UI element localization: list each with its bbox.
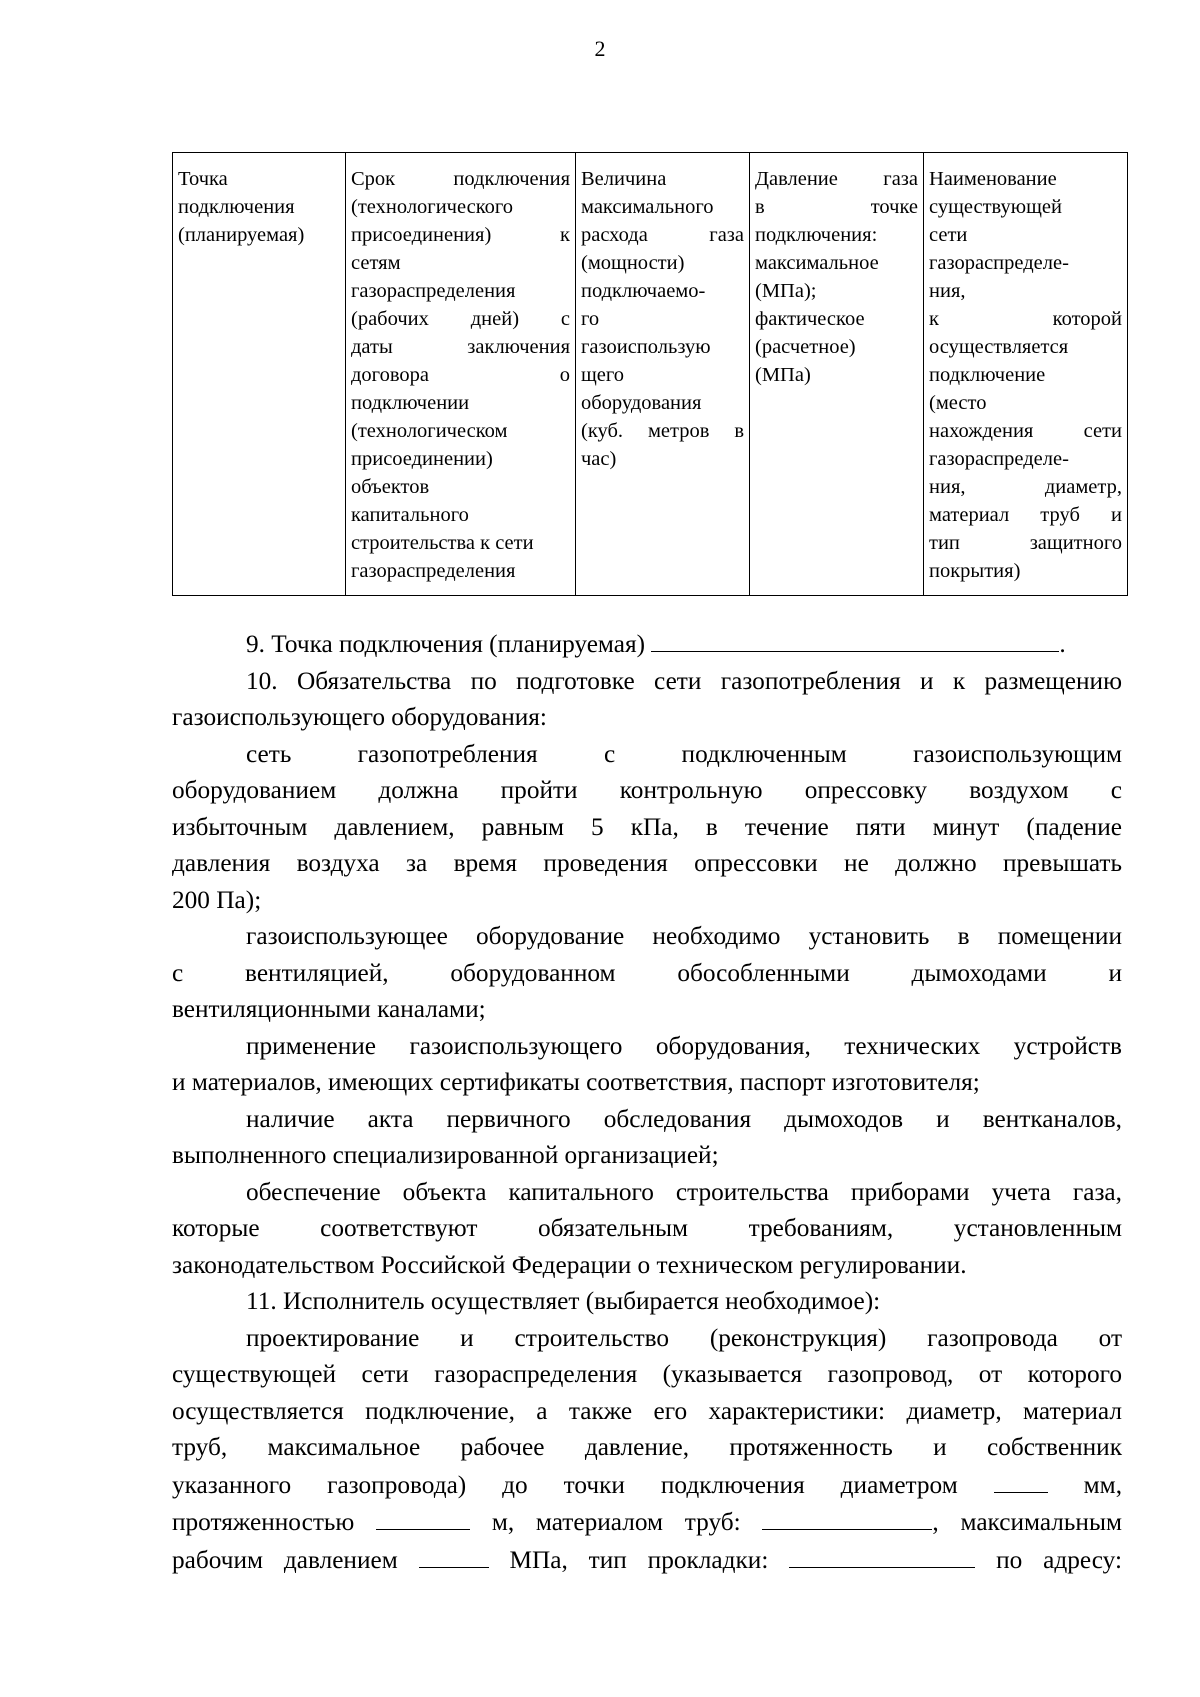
cell-line: максимальное bbox=[755, 252, 879, 274]
cell-line: оборудования bbox=[581, 392, 702, 414]
cell-line: подключение bbox=[929, 364, 1046, 386]
cell-line: подключении bbox=[351, 392, 470, 414]
text-line: и материалов, имеющих сертификаты соответствия, паспорт изготовителя; bbox=[172, 1068, 980, 1096]
cell-line: в точке bbox=[755, 196, 918, 218]
document-body bbox=[172, 625, 1122, 1578]
cell-line: газораспределе- bbox=[929, 448, 1069, 470]
paragraph-contractor-option-1 bbox=[172, 1320, 1122, 1579]
paragraph-text: 9. Точка подключения (планируемая) bbox=[246, 630, 646, 658]
text-line bbox=[172, 1541, 1122, 1579]
text-line: с вентиляцией, оборудованном обособленными дымоходами и bbox=[172, 958, 1122, 987]
cell-line: (мощности) bbox=[581, 252, 685, 274]
cell-line: максимального bbox=[581, 196, 714, 218]
text-line: законодательством Российской Федерации о техническом регулировании. bbox=[172, 1250, 967, 1279]
cell-line: сети bbox=[929, 224, 968, 246]
paragraph-10 bbox=[172, 663, 1122, 736]
pressure-blank bbox=[419, 1541, 489, 1568]
cell-line: газораспределения bbox=[351, 280, 516, 302]
cell-line: (рабочих дней) с bbox=[351, 308, 570, 330]
text-line: 10. Обязательства по подготовке сети газопотребления и к размещению bbox=[246, 666, 1122, 695]
text-line: давления воздуха за время проведения опрессовки не должно превышать bbox=[172, 849, 1122, 877]
text-line: осуществляется подключение, а также его характеристики: диаметр, материал bbox=[172, 1396, 1122, 1425]
cell-line: ния, bbox=[929, 280, 966, 302]
text-line: наличие акта первичного обследования дымоходов и вентканалов, bbox=[246, 1104, 1122, 1133]
cell-line: материал труб и bbox=[929, 504, 1122, 526]
connection-table bbox=[172, 152, 1128, 596]
line-segment: рабочим давлением bbox=[172, 1545, 398, 1574]
cell-line: к которой bbox=[929, 308, 1122, 330]
line-segment: , максимальным bbox=[932, 1508, 1122, 1536]
cell-line: расхода газа bbox=[581, 224, 744, 246]
cell-line: тип защитного bbox=[929, 532, 1122, 554]
cell-line: объектов bbox=[351, 476, 430, 498]
cell-line: подключаемо- bbox=[581, 280, 706, 302]
cell-line: Срок подключения bbox=[351, 168, 570, 190]
cell-line: (МПа) bbox=[755, 364, 811, 386]
cell-line: Величина bbox=[581, 168, 667, 190]
text-line bbox=[172, 1503, 1122, 1541]
paragraph-11 bbox=[172, 1283, 1122, 1320]
page-number: 2 bbox=[594, 36, 606, 61]
paragraph-text: . bbox=[1059, 630, 1066, 658]
cell-line: газоиспользую bbox=[581, 336, 711, 358]
cell-line: капитального bbox=[351, 504, 469, 526]
line-segment: протяженностью bbox=[172, 1508, 355, 1536]
cell-line: (МПа); bbox=[755, 280, 817, 302]
table-cell-max-gas-flow bbox=[576, 153, 750, 596]
line-segment: указанного газопровода) до точки подключения диаметром bbox=[172, 1470, 958, 1499]
diameter-blank bbox=[994, 1466, 1048, 1493]
cell-line: присоединении) bbox=[351, 448, 493, 470]
laying-type-blank bbox=[789, 1541, 975, 1568]
text-line: избыточным давлением, равным 5 кПа, в течение пяти минут (падение bbox=[172, 812, 1122, 841]
cell-line: го bbox=[581, 308, 600, 330]
cell-line: (куб. метров в bbox=[581, 420, 744, 442]
cell-line: (планируемая) bbox=[178, 224, 305, 246]
pipe-material-blank bbox=[762, 1503, 932, 1530]
cell-line: ния, диаметр, bbox=[929, 476, 1122, 498]
text-line: существующей сети газораспределения (указывается газопровод, от которого bbox=[172, 1360, 1122, 1388]
paragraph-requirement-5 bbox=[172, 1174, 1122, 1284]
cell-line: газораспределения bbox=[351, 560, 516, 582]
cell-line: час) bbox=[581, 448, 617, 470]
cell-line: существующей bbox=[929, 196, 1062, 218]
paragraph-requirement-3 bbox=[172, 1028, 1122, 1101]
cell-line: газораспределе- bbox=[929, 252, 1069, 274]
text-line: применение газоиспользующего оборудования, технических устройств bbox=[246, 1031, 1122, 1060]
cell-line: Точка bbox=[178, 168, 228, 190]
line-segment: МПа, тип прокладки: bbox=[509, 1545, 769, 1574]
cell-line: Наименование bbox=[929, 168, 1057, 190]
text-line: сеть газопотребления с подключенным газоиспользующим bbox=[246, 739, 1122, 768]
cell-line: (технологическом bbox=[351, 420, 508, 442]
text-line: труб, максимальное рабочее давление, протяженность и собственник bbox=[172, 1433, 1122, 1461]
text-line: которые соответствуют обязательным требованиям, установленным bbox=[172, 1214, 1122, 1242]
paragraph-9 bbox=[172, 625, 1122, 663]
cell-line: договора о bbox=[351, 364, 570, 386]
line-segment: мм, bbox=[1083, 1470, 1123, 1499]
cell-line: щего bbox=[581, 364, 625, 386]
paragraph-requirement-2 bbox=[172, 918, 1122, 1028]
text-line: газоиспользующее оборудование необходимо установить в помещении bbox=[246, 922, 1122, 950]
table-cell-connection-point bbox=[173, 153, 346, 596]
cell-line: покрытия) bbox=[929, 560, 1021, 582]
table-cell-connection-term bbox=[346, 153, 576, 596]
cell-line: (место bbox=[929, 392, 987, 414]
cell-line: осуществляется bbox=[929, 336, 1069, 358]
cell-line: строительства к сети bbox=[351, 532, 534, 554]
line-segment: м, материалом труб: bbox=[491, 1508, 741, 1536]
cell-line: подключения: bbox=[755, 224, 878, 246]
cell-line: Давление газа bbox=[755, 168, 918, 190]
cell-line: подключения bbox=[178, 196, 295, 218]
paragraph-requirement-4 bbox=[172, 1101, 1122, 1174]
text-line bbox=[172, 1466, 1122, 1504]
cell-line: фактическое bbox=[755, 308, 865, 330]
text-line: проектирование и строительство (реконструкция) газопровода от bbox=[246, 1323, 1122, 1352]
table-row bbox=[173, 153, 1128, 596]
cell-line: сетям bbox=[351, 252, 401, 274]
length-blank bbox=[376, 1503, 470, 1530]
text-line: 200 Па); bbox=[172, 885, 262, 914]
text-line: газоиспользующего оборудования: bbox=[172, 703, 547, 731]
cell-line: (технологического bbox=[351, 196, 514, 218]
cell-line: (расчетное) bbox=[755, 336, 856, 358]
fill-in-blank bbox=[651, 625, 1059, 652]
text-line: обеспечение объекта капитального строительства приборами учета газа, bbox=[246, 1177, 1122, 1206]
paragraph-requirement-1 bbox=[172, 736, 1122, 919]
text-line: выполненного специализированной организацией; bbox=[172, 1141, 719, 1169]
cell-line: присоединения) к bbox=[351, 224, 570, 246]
cell-line: даты заключения bbox=[351, 336, 570, 358]
table-cell-gas-pressure bbox=[750, 153, 924, 596]
cell-line: нахождения сети bbox=[929, 420, 1122, 442]
text-line: вентиляционными каналами; bbox=[172, 995, 486, 1023]
text-line: оборудованием должна пройти контрольную опрессовку воздухом с bbox=[172, 776, 1122, 804]
text-line: 11. Исполнитель осуществляет (выбирается необходимое): bbox=[246, 1287, 881, 1315]
line-segment: по адресу: bbox=[996, 1545, 1123, 1574]
table-cell-network-name bbox=[924, 153, 1128, 596]
